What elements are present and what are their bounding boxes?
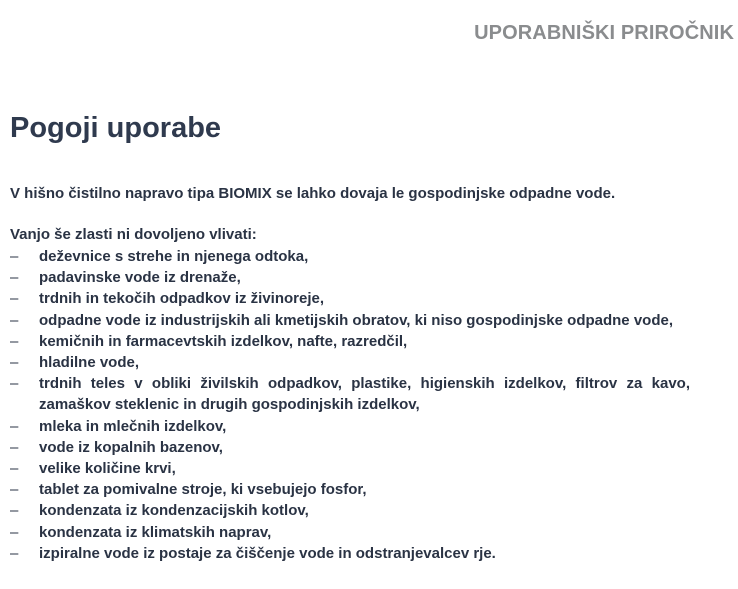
list-item-text: trdnih teles v obliki živilskih odpadkov, plastike, higienskih izdelkov, filtrov za kavo, zamaškov steklenic in drugih gospodinjskih izdelkov, — [39, 375, 690, 414]
intro-paragraph: V hišno čistilno napravo tipa BIOMIX se lahko dovaja le gospodinjske odpadne vode. — [10, 185, 616, 202]
list-marker: – — [10, 481, 19, 499]
list-item — [10, 267, 690, 288]
list-marker: – — [10, 354, 19, 372]
list-item-text: padavinske vode iz drenaže, — [39, 269, 241, 287]
list-item-text: tablet za pomivalne stroje, ki vsebujejo fosfor, — [39, 481, 367, 499]
list-item-text: velike količine krvi, — [39, 460, 176, 478]
list-item — [10, 543, 690, 564]
list-item — [10, 458, 690, 479]
list-marker: – — [10, 290, 19, 308]
list-item-text: kemičnih in farmacevtskih izdelkov, nafte, razredčil, — [39, 332, 408, 350]
list-marker: – — [10, 438, 19, 456]
list-item-text: trdnih in tekočih odpadkov iz živinoreje, — [39, 290, 325, 308]
list-item — [10, 331, 690, 352]
list-item-text: deževnice s strehe in njenega odtoka, — [39, 248, 309, 265]
list-item-text: izpiralne vode iz postaje za čiščenje vode in odstranjevalcev rje. — [39, 544, 496, 562]
list-item-text: kondenzata iz klimatskih naprav, — [39, 523, 272, 541]
list-item — [10, 522, 690, 543]
list-marker: – — [10, 460, 19, 478]
list-marker: – — [10, 332, 19, 350]
list-marker: – — [10, 523, 19, 541]
list-item-text: mleka in mlečnih izdelkov, — [39, 417, 227, 435]
list-marker: – — [10, 269, 19, 287]
list-heading: Vanjo še zlasti ni dovoljeno vlivati: — [10, 226, 257, 243]
list-marker: – — [10, 248, 19, 265]
prohibited-items-list — [10, 246, 690, 564]
list-marker: – — [10, 375, 19, 393]
list-item-text: odpadne vode iz industrijskih ali kmetijskih obratov, ki niso gospodinjske odpadne vode, — [39, 311, 673, 329]
list-marker: – — [10, 417, 19, 435]
list-marker: – — [10, 311, 19, 329]
list-item-text: hladilne vode, — [39, 354, 140, 372]
list-item — [10, 373, 690, 415]
list-item — [10, 246, 690, 267]
list-item — [10, 288, 690, 309]
list-item — [10, 352, 690, 373]
list-item — [10, 500, 690, 521]
list-marker: – — [10, 544, 19, 562]
page-title: Pogoji uporabe — [10, 112, 222, 144]
list-item — [10, 479, 690, 500]
list-marker: – — [10, 502, 19, 520]
list-item — [10, 310, 690, 331]
list-item-text: vode iz kopalnih bazenov, — [39, 438, 223, 456]
list-item-text: kondenzata iz kondenzacijskih kotlov, — [39, 502, 309, 520]
list-item — [10, 437, 690, 458]
header-title: UPORABNIŠKI PRIROČNIK — [474, 22, 734, 44]
list-item — [10, 416, 690, 437]
